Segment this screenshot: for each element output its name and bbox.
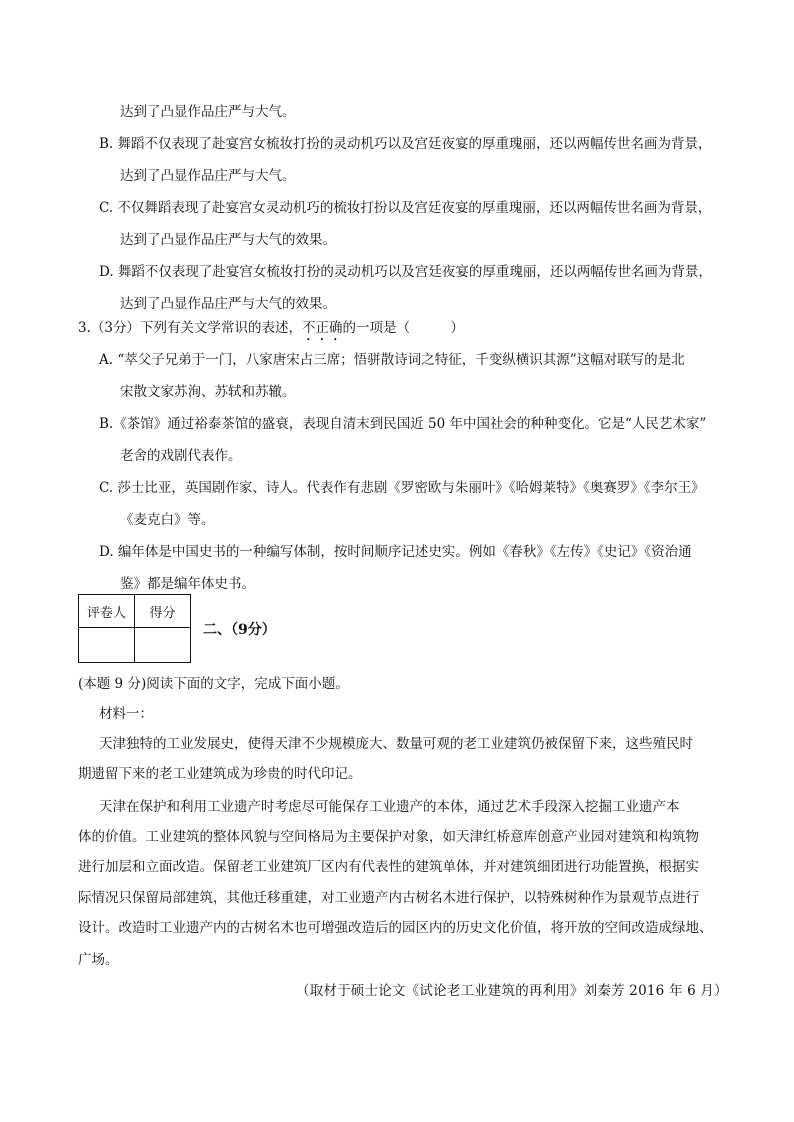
q3-option-c-line2: 《麦克白》等。 bbox=[120, 512, 215, 528]
material-p2-line2: 体的价值。工业建筑的整体风貌与空间格局为主要保护对象，如天津红桥意库创意产业园对建筑和构筑物 bbox=[78, 829, 699, 845]
score-table-score-header: 得分 bbox=[135, 595, 191, 628]
material-source: （取材于硕士论文《试论老工业建筑的再利用》刘秦芳 2016 年 6 月） bbox=[296, 983, 728, 999]
q3-stem-emphasis: 不正确 bbox=[301, 320, 343, 336]
q3-stem-post: 的一项是（ ） bbox=[342, 320, 464, 336]
material-one-label: 材料一： bbox=[99, 706, 153, 722]
q3-stem-pre: 3.（3分）下列有关文学常识的表述， bbox=[78, 320, 302, 336]
score-table-reviewer-cell[interactable] bbox=[79, 628, 135, 663]
material-p2-line3: 进行加层和立面改造。保留老工业建筑厂区内有代表性的建筑单体，并对建筑细团进行功能置换，根据实 bbox=[78, 859, 699, 875]
material-p2-line4: 际情况只保留局部建筑，其他迁移重建，对工业遗产内古树名木进行保护，以特殊树种作为景观节点进行 bbox=[78, 890, 699, 906]
q3-option-c-line1: C. 莎士比亚，英国剧作家、诗人。代表作有悲剧《罗密欧与朱丽叶》《哈姆莱特》《奥赛罗》《李尔王》 bbox=[99, 480, 705, 496]
q3-option-b-line2: 老舍的戏剧代表作。 bbox=[120, 448, 242, 464]
q3-option-a-line1: A. “萃父子兄弟于一门，八家唐宋占三席；悟骈散诗词之特征，千变纵横识其源”这幅对联写的是北 bbox=[99, 352, 685, 368]
section2-intro: (本题 9 分)阅读下面的文字，完成下面小题。 bbox=[78, 676, 349, 692]
q3-option-d-line2: 鉴》都是编年体史书。 bbox=[120, 576, 255, 592]
material-p1-line2: 期遗留下来的老工业建筑成为珍贵的时代印记。 bbox=[78, 766, 362, 782]
q3-stem bbox=[78, 318, 464, 344]
material-p2-line5: 设计。改造时工业遗产内的古树名木也可增强改造后的园区内的历史文化价值，将开放的空间改造成绿地、 bbox=[78, 920, 713, 936]
score-table-score-cell[interactable] bbox=[135, 628, 191, 663]
q2-option-d-line1: D. 舞蹈不仅表现了赴宴宫女梳妆打扮的灵动机巧以及宫廷夜宴的厚重瑰丽，还以两幅传世名画为背景， bbox=[99, 264, 712, 280]
q3-option-a-line2: 宋散文家苏洵、苏轼和苏辙。 bbox=[120, 384, 296, 400]
q2-option-b-line2: 达到了凸显作品庄严与大气。 bbox=[120, 168, 296, 184]
material-p2-line1: 天津在保护和利用工业遗产时考虑尽可能保存工业遗产的本体，通过艺术手段深入挖掘工业遗产本 bbox=[99, 799, 680, 815]
material-p1-line1: 天津独特的工业发展史，使得天津不少规模庞大、数量可观的老工业建筑仍被保留下来，这些殖民时 bbox=[99, 736, 693, 752]
q3-option-d-line1: D. 编年体是中国史书的一种编写体制，按时间顺序记述史实。例如《春秋》《左传》《史记》《资治通 bbox=[99, 544, 692, 560]
q2-option-c-line1: C. 不仅舞蹈表现了赴宴宫女灵动机巧的梳妆打扮以及宫廷夜宴的厚重瑰丽，还以两幅传世名画为背景， bbox=[99, 200, 712, 216]
section2-title: 二、（9分） bbox=[203, 622, 276, 638]
q2-option-d-line2: 达到了凸显作品庄严与大气的效果。 bbox=[120, 296, 336, 312]
score-table-reviewer-header: 评卷人 bbox=[79, 595, 135, 628]
q2-option-b-line1: B. 舞蹈不仅表现了赴宴宫女梳妆打扮的灵动机巧以及宫廷夜宴的厚重瑰丽，还以两幅传世名画为背景， bbox=[99, 136, 712, 152]
q3-option-b-line1: B.《茶馆》通过裕泰茶馆的盛衰，表现自清末到民国近 50 年中国社会的种种变化。它是“人民艺术家” bbox=[99, 416, 707, 432]
material-p2-line6: 广场。 bbox=[78, 952, 119, 968]
q2-option-c-line2: 达到了凸显作品庄严与大气的效果。 bbox=[120, 232, 336, 248]
q2-option-a-tail: 达到了凸显作品庄严与大气。 bbox=[120, 104, 296, 120]
score-table bbox=[78, 594, 191, 663]
